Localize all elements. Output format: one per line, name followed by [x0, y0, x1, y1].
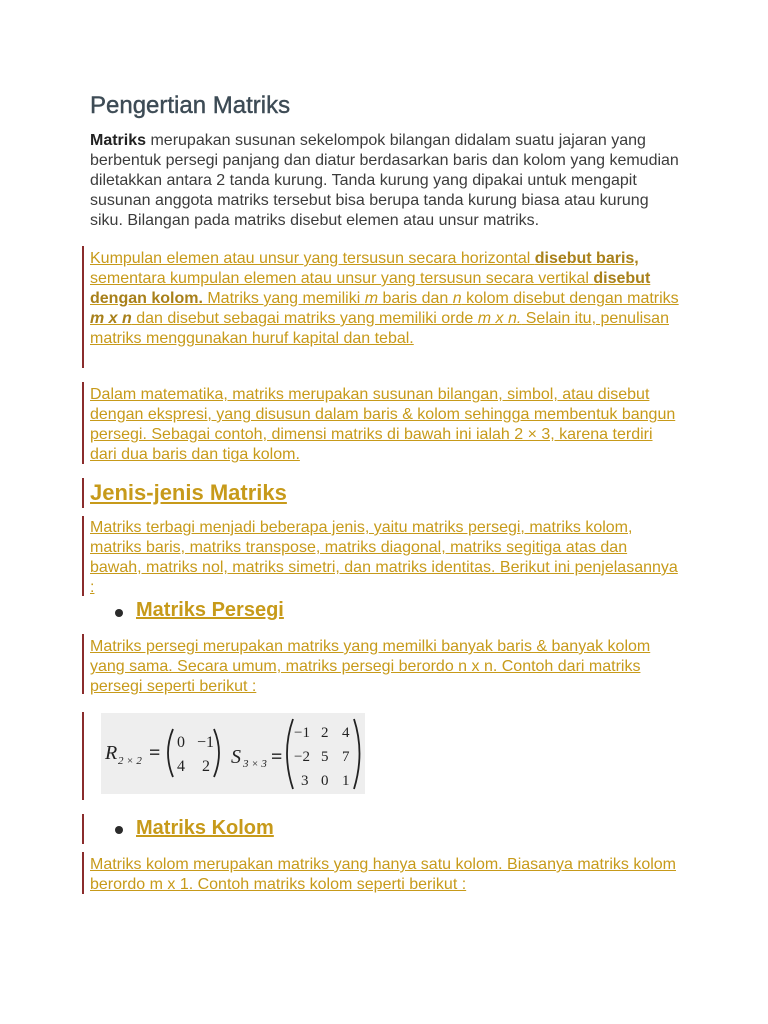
s-cell: 7 [342, 749, 350, 765]
heading-matriks-kolom[interactable]: Matriks Kolom [136, 817, 274, 839]
margin-bar [82, 814, 84, 844]
equals-sign: = [271, 746, 283, 768]
right-paren [354, 719, 360, 789]
para1-text: baris dan [378, 290, 453, 307]
link-paragraph-kolom[interactable]: Matriks kolom merupakan matriks yang hanya satu kolom. Biasanya matriks kolom berordo m x 1. Contoh matriks kolom seperti berikut : [90, 856, 676, 893]
para1-bold-baris: disebut baris, [534, 250, 639, 267]
link-paragraph-jenis[interactable]: Matriks terbagi menjadi beberapa jenis, yaitu matriks persegi, matriks kolom, matriks baris, matriks transpose, matriks diagonal, matriks segitiga atas dan bawah, matriks nol, matriks simetri, dan matriks identitas. Berikut ini penjelasannya : [90, 519, 678, 596]
s-cell: 3 [301, 773, 309, 789]
para1-italic-orde: m x n. [477, 310, 522, 327]
link-paragraph-matematika[interactable]: Dalam matematika, matriks merupakan susunan bilangan, simbol, atau disebut dengan ekspresi, yang disusun dalam baris & kolom sehingga membentuk bangun persegi. Sebagai contoh, dimensi matriks di bawah ini ialah 2 × 3, karena terdiri dari dua baris dan tiga kolom. [90, 386, 676, 463]
r-cell: 2 [202, 758, 210, 775]
margin-bar [82, 712, 84, 800]
para1-bold-kolom: disebut dengan kolom. [90, 270, 651, 307]
margin-bar [82, 382, 84, 464]
left-paren [287, 719, 293, 789]
s-cell: −1 [294, 725, 310, 741]
matrix-example-image [101, 713, 365, 794]
margin-bar [82, 634, 84, 694]
left-paren [168, 729, 173, 777]
heading-matriks-persegi[interactable]: Matriks Persegi [136, 599, 284, 621]
right-paren [214, 729, 219, 777]
matrix-equation [101, 713, 365, 794]
para1-text: Selain itu, penulisan matriks menggunakan huruf kapital dan tebal. [90, 310, 669, 347]
section-heading-jenis-matriks[interactable]: Jenis-jenis Matriks [90, 480, 287, 505]
para1-text: kolom disebut dengan matriks [461, 290, 679, 307]
r-cell: 0 [177, 734, 185, 751]
r-cell: 4 [177, 758, 185, 775]
para1-text: sementara kumpulan elemen atau unsur yang tersusun secara vertikal [90, 270, 594, 287]
link-paragraph-persegi[interactable]: Matriks persegi merupakan matriks yang memilki banyak baris & banyak kolom yang sama. Secara umum, matriks persegi berordo n x n. Contoh dari matriks persegi seperti berikut : [90, 638, 651, 695]
para1-text: Kumpulan elemen atau unsur yang tersusun secara horizontal [90, 250, 535, 267]
s-cell: 0 [321, 773, 329, 789]
s-cell: −2 [294, 749, 310, 765]
bullet-dot [115, 609, 123, 617]
para1-italic-n: n [452, 290, 462, 307]
r-cell: −1 [197, 734, 215, 751]
para1-bold-italic-mxn: m x n [90, 310, 132, 327]
s-cell: 1 [342, 773, 350, 789]
margin-bar [82, 852, 84, 894]
s-cell: 2 [321, 725, 329, 741]
equals-sign: = [149, 742, 161, 764]
para1-italic-m: m [364, 290, 379, 307]
matrix-s-name: S [231, 746, 241, 768]
matrix-r-name: R [105, 742, 118, 764]
para1-text: Matriks yang memiliki [202, 290, 365, 307]
s-cell: 4 [342, 725, 350, 741]
s-cell: 5 [321, 749, 329, 765]
margin-bar [82, 516, 84, 596]
margin-bar [82, 246, 84, 368]
intro-text: merupakan susunan sekelompok bilangan didalam suatu jajaran yang berbentuk persegi panjang dan diatur berdasarkan baris dan kolom yang kemudian diletakkan antara 2 tanda kurung. Tanda kurung yang dipakai untuk mengapit susunan anggota matriks tersebut bisa berupa tanda kurung biasa atau kurung siku. Bilangan pada matriks disebut elemen atau unsur matriks. [90, 132, 679, 229]
bullet-dot [115, 826, 123, 834]
para1-text: dan disebut sebagai matriks yang memiliki orde [131, 310, 478, 327]
intro-paragraph [90, 131, 680, 231]
page-title: Pengertian Matriks [90, 92, 291, 119]
margin-bar [82, 478, 84, 508]
matrix-r-subscript: 2 × 2 [118, 755, 142, 767]
intro-bold-term: Matriks [90, 132, 147, 149]
link-paragraph-baris-kolom[interactable] [90, 249, 680, 349]
matrix-s-subscript: 3 × 3 [243, 758, 267, 770]
